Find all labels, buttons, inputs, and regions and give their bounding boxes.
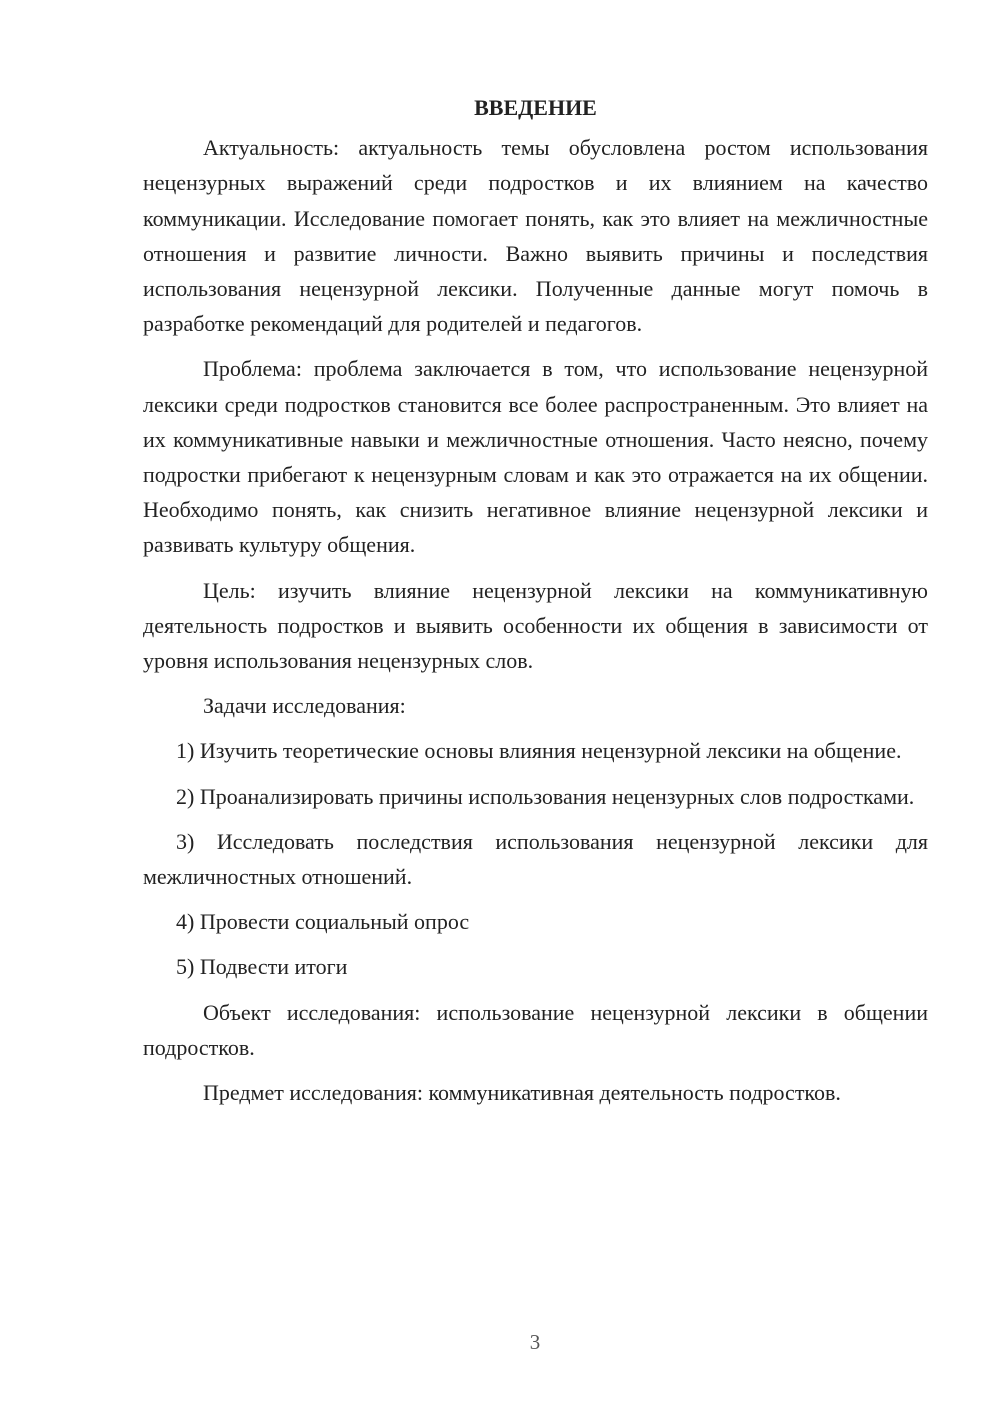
task-item-4: 4) Провести социальный опрос (176, 909, 470, 935)
task-item-1: 1) Изучить теоретические основы влияния нецензурной лексики на общение. (176, 738, 902, 764)
paragraph-problem: Проблема: проблема заключается в том, что использование нецензурной лексики среди подростков становится все более распространенным. Это влияет на их коммуникативные навыки и межличностные отношения. Часто неясно, почему подростки прибегают к нецензурным словам и как это отражается на их общении. Необходимо понять, как снизить негативное влияние нецензурной лексики и развивать культуру общения. (143, 356, 928, 558)
tasks-heading: Задачи исследования: (203, 693, 406, 719)
paragraph-relevance: Актуальность: актуальность темы обусловлена ростом использования нецензурных выражений среди подростков и их влиянием на качество коммуникации. Исследование помогает понять, как это влияет на межличностные отношения и развитие личности. Важно выявить причины и последствия использования нецензурной лексики. Полученные данные могут помочь в разработке рекомендаций для родителей и педагогов. (143, 135, 928, 337)
paragraph-object: Объект исследования: использование нецензурной лексики в общении подростков. (143, 999, 928, 1060)
task-item-3: 3) Исследовать последствия использования нецензурной лексики для межличностных отношений. (143, 828, 928, 890)
page-number: 3 (529, 1330, 541, 1354)
task-item-2: 2) Проанализировать причины использования нецензурных слов подростками. (176, 783, 915, 809)
task-item-5: 5) Подвести итоги (176, 954, 348, 980)
paragraph-subject: Предмет исследования: коммуникативная деятельность подростков. (203, 1080, 841, 1106)
document-page (143, 90, 928, 1120)
paragraph-goal: Цель: изучить влияние нецензурной лексики на коммуникативную деятельность подростков и выявить особенности их общения в зависимости от уровня использования нецензурных слов. (143, 577, 928, 674)
document-title: ВВЕДЕНИЕ (474, 95, 597, 120)
